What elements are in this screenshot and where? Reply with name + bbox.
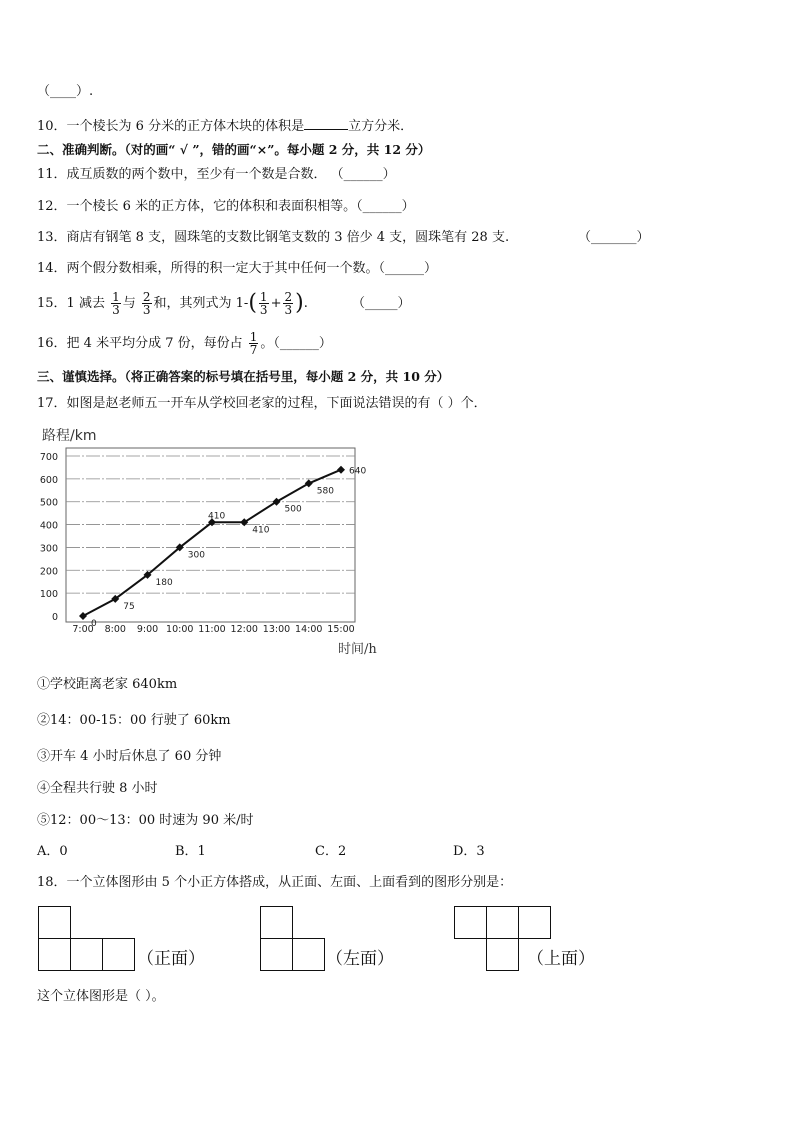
x-tick-label: 7:00 <box>72 624 94 635</box>
question-18: 18．一个立体图形由 5 个小正方体搭成，从正面、左面、上面看到的图形分别是： <box>37 875 513 890</box>
fraction-one-third-expr: $\frac{1}{3}$ <box>259 290 268 317</box>
statement-1: ①学校距离老家 640km <box>37 677 178 692</box>
top-view-label: （上面） <box>527 949 595 969</box>
left-view-label: （左面） <box>326 949 394 969</box>
option-d[interactable]: D．3 <box>453 844 485 859</box>
distance-time-chart <box>30 420 400 660</box>
x-tick-label: 10:00 <box>166 624 194 635</box>
q16-text: 16．把 4 米平均分成 7 份，每份占 <box>37 336 243 351</box>
y-tick-label: 300 <box>39 543 58 555</box>
q13-text: 13．商店有钢笔 8 支，圆珠笔的支数比钢笔支数的 3 倍少 4 支，圆珠笔有 28 支. <box>37 230 510 245</box>
data-label: 0 <box>91 619 97 629</box>
q16-blank: 。（______） <box>260 336 332 351</box>
statement-4: ④全程共行驶 8 小时 <box>37 781 158 796</box>
question-17: 17．如图是赵老师五一开车从学校回老家的过程，下面说法错误的有（ ）个． <box>37 396 487 411</box>
y-axis-label: 路程/km <box>42 428 97 444</box>
data-label: 180 <box>155 577 173 588</box>
y-tick-label: 200 <box>39 566 58 578</box>
x-tick-label: 9:00 <box>136 624 159 635</box>
q18-question-tail: 这个立体图形是（ ）。 <box>37 989 165 1004</box>
plot-frame <box>66 448 355 622</box>
q10-text: 10．一个棱长为 6 分米的正方体木块的体积是 <box>37 119 305 134</box>
question-13 <box>37 230 650 246</box>
q15-text-1: 15．1 减去 <box>37 296 105 311</box>
data-label: 500 <box>284 504 302 515</box>
y-tick-label: 0 <box>51 612 58 623</box>
data-point <box>305 479 313 487</box>
y-tick-label: 100 <box>39 589 58 601</box>
option-b[interactable]: B．1 <box>175 844 206 859</box>
section-3-heading: 三、谨慎选择。（将正确答案的标号填在括号里，每小题 2 分，共 10 分） <box>37 369 450 384</box>
y-tick-label: 400 <box>39 520 58 532</box>
question-14: 14．两个假分数相乘，所得的积一定大于其中任何一个数。（______） <box>37 261 438 276</box>
q10-blank[interactable] <box>304 117 348 130</box>
x-axis-label: 时间/h <box>338 642 377 657</box>
q10-unit: 立方分米． <box>348 119 414 134</box>
x-tick-label: 8:00 <box>104 624 126 635</box>
fraction-two-thirds: $\frac{2}{3}$ <box>142 290 151 317</box>
x-tick-label: 15:00 <box>327 624 355 635</box>
y-tick-label: 700 <box>39 452 58 463</box>
data-point <box>79 612 87 620</box>
question-12: 12．一个棱长 6 米的正方体，它的体积和表面积相等。（______） <box>37 199 415 214</box>
section-2-heading: 二、准确判断。（对的画“ √ ”，错的画“×”。每小题 2 分，共 12 分） <box>37 142 431 157</box>
option-c[interactable]: C．2 <box>315 844 347 859</box>
data-label: 640 <box>349 466 367 477</box>
y-tick-label: 500 <box>39 497 58 509</box>
data-label: 75 <box>123 601 135 612</box>
data-label: 410 <box>208 511 226 522</box>
x-tick-label: 14:00 <box>295 624 323 635</box>
q9-answer-blank: （____）. <box>37 84 94 99</box>
question-10 <box>37 117 413 135</box>
question-15: 15．1 减去 $\frac{1}{3}$ 与 $\frac{2}{3}$ 和，其列式为 1-( $\frac{1}{3}$ + $\frac{2}{3}$ ). （_____） <box>37 290 411 317</box>
statement-5: ⑤12：00～13：00 时速为 90 米/时 <box>37 813 254 828</box>
statement-2: ②14：00-15：00 行驶了 60km <box>37 713 231 728</box>
fraction-one-seventh: $\frac{1}{7}$ <box>249 330 258 357</box>
question-11: 11．成互质数的两个数中，至少有一个数是合数． （______） <box>37 167 396 182</box>
q15-text-3: 和，其列式为 1- <box>153 296 249 311</box>
fraction-two-thirds-expr: $\frac{2}{3}$ <box>284 290 293 317</box>
data-label: 580 <box>316 486 334 497</box>
question-16 <box>37 330 332 358</box>
x-tick-label: 11:00 <box>198 624 226 635</box>
statement-3: ③开车 4 小时后休息了 60 分钟 <box>37 749 222 764</box>
x-tick-label: 13:00 <box>262 624 291 635</box>
option-a[interactable]: A．0 <box>37 844 68 859</box>
data-label: 300 <box>187 550 205 561</box>
data-point <box>337 466 345 474</box>
q15-text-2: 与 <box>122 296 136 311</box>
x-tick-label: 12:00 <box>230 624 258 635</box>
q15-blank: （_____） <box>351 296 411 311</box>
q13-blank: （_______） <box>578 230 650 245</box>
series-line <box>83 470 341 616</box>
front-view-label: （正面） <box>137 949 205 969</box>
y-tick-label: 600 <box>39 474 58 486</box>
data-label: 410 <box>252 525 270 536</box>
fraction-one-third: $\frac{1}{3}$ <box>112 290 120 317</box>
